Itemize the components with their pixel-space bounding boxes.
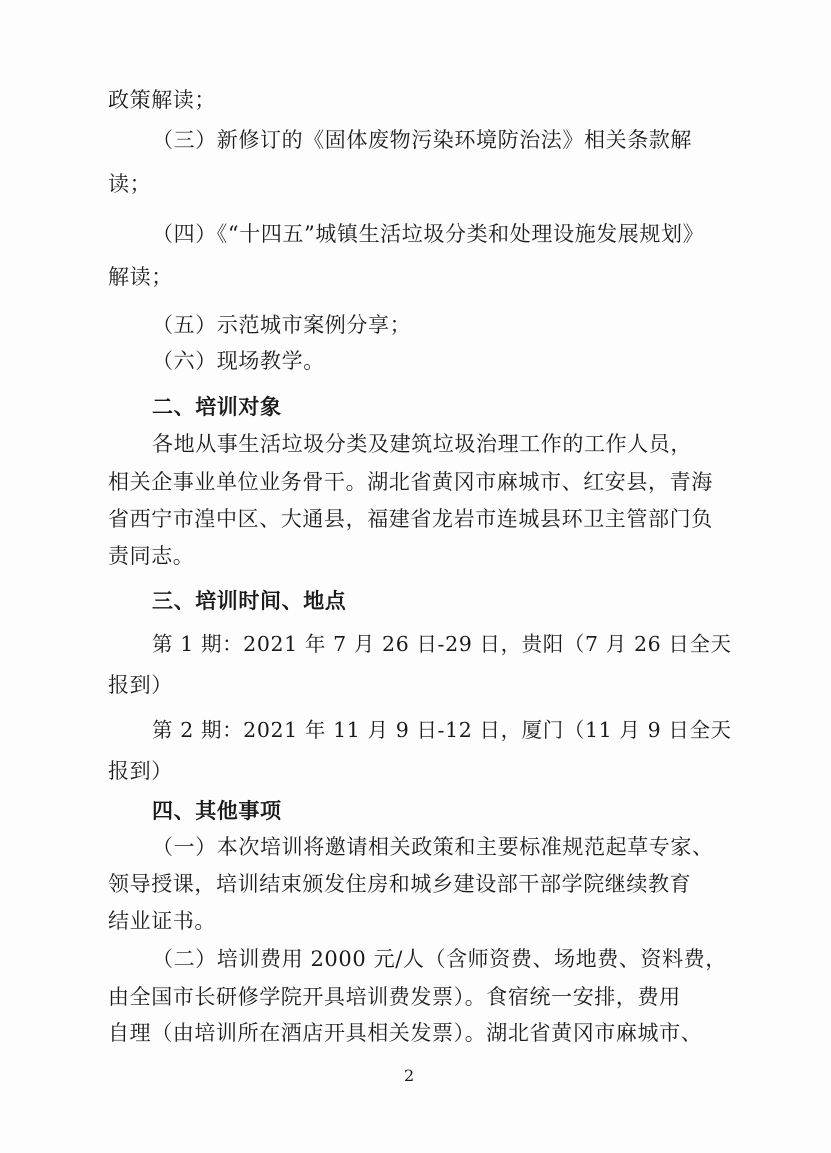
text-line: 各地从事生活垃圾分类及建筑垃圾治理工作的工作人员， [152,432,692,456]
section-heading: 四、其他事项 [152,799,282,823]
text-line: （五）示范城市案例分享； [152,313,412,337]
text-line: 结业证书。 [108,909,216,933]
section-heading: 三、培训时间、地点 [152,589,347,613]
text-line: 领导授课，培训结束颁发住房和城乡建设部干部学院继续教育 [108,872,692,896]
text-line: 解读； [108,265,173,289]
text-line: 读； [108,172,152,196]
text-line: 由全国市长研修学院开具培训费发票）。食宿统一安排，费用 [108,985,681,1009]
text-line: 第 2 期：2021 年 11 月 9 日-12 日，厦门（11 月 9 日全天 [152,718,732,742]
text-line: （二）培训费用 2000 元/人（含师资费、场地费、资料费， [152,947,727,971]
page-number: 2 [404,1066,415,1085]
text-line: 自理（由培训所在酒店开具相关发票）。湖北省黄冈市麻城市、 [108,1021,703,1045]
text-line: 责同志。 [108,544,195,568]
text-line: 省西宁市湟中区、大通县，福建省龙岩市连城县环卫主管部门负 [108,507,713,531]
text-line: （四）《“十四五”城镇生活垃圾分类和处理设施发展规划》 [152,222,705,246]
text-line: （三）新修订的《固体废物污染环境防治法》相关条款解 [152,128,692,152]
text-line: 相关企事业单位业务骨干。湖北省黄冈市麻城市、红安县，青海 [108,470,713,494]
text-line: （六）现场教学。 [152,349,325,373]
text-line: 报到） [108,673,173,697]
text-line: 第 1 期：2021 年 7 月 26 日-29 日，贵阳（7 月 26 日全天 [152,632,732,656]
text-line: （一）本次培训将邀请相关政策和主要标准规范起草专家、 [152,835,714,859]
text-line: 政策解读； [108,88,216,112]
text-line: 报到） [108,759,173,783]
section-heading: 二、培训对象 [152,395,282,419]
